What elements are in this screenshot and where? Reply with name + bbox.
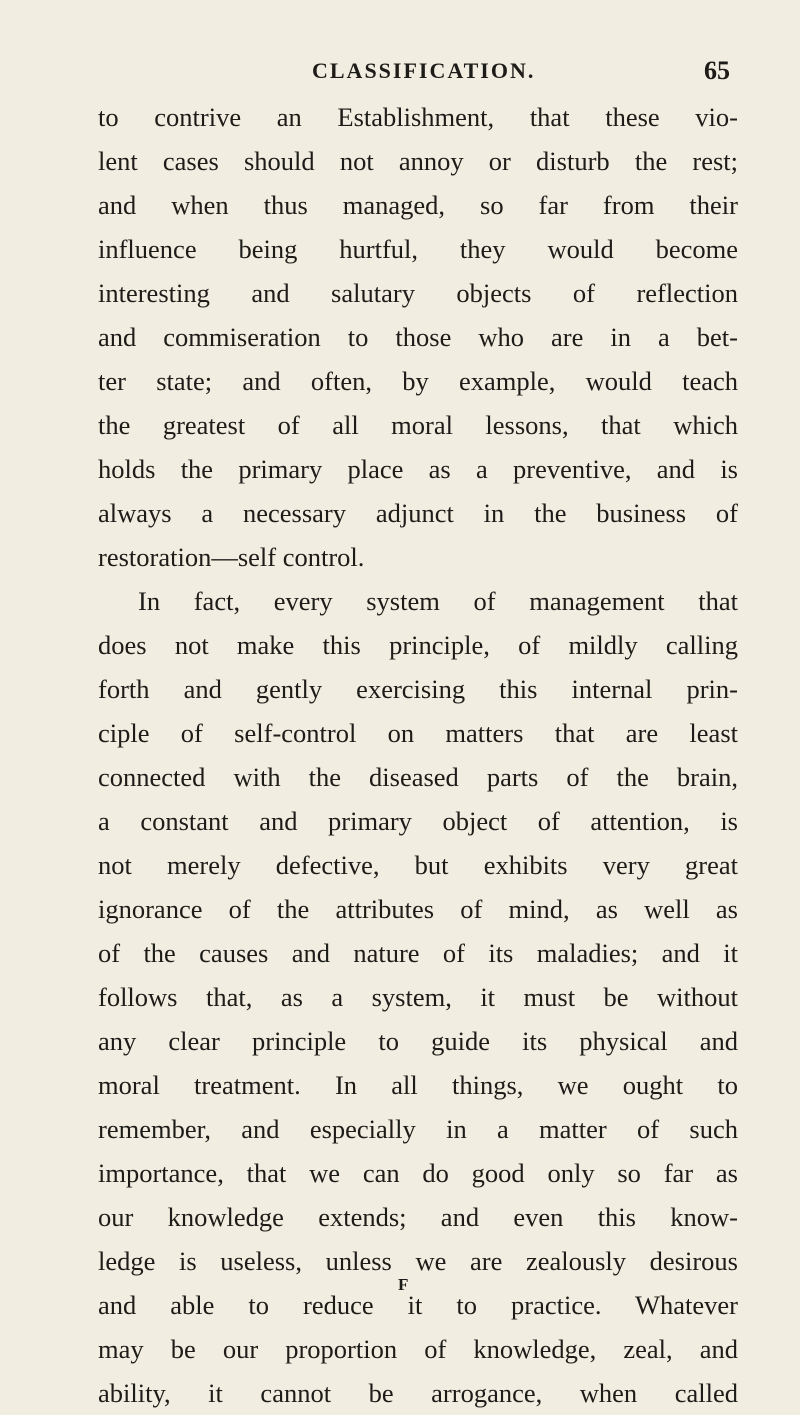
signature-mark: F	[398, 1275, 409, 1294]
text-line: ability, it cannot be arrogance, when called	[98, 1378, 738, 1408]
text-line: holds the primary place as a preventive, and is	[98, 454, 738, 484]
text-line: always a necessary adjunct in the business of	[98, 498, 738, 528]
text-line: importance, that we can do good only so far as	[98, 1158, 738, 1188]
body-text	[98, 95, 738, 1415]
text-line: of the causes and nature of its maladies; and it	[98, 938, 738, 968]
text-line: ciple of self-control on matters that are least	[98, 718, 738, 748]
text-line: ter state; and often, by example, would teach	[98, 366, 738, 396]
paragraph-start-line: In fact, every system of management that	[138, 586, 738, 616]
text-line: to contrive an Establishment, that these vio-	[98, 102, 738, 132]
text-line: our knowledge extends; and even this know-	[98, 1202, 738, 1232]
text-line: may be our proportion of knowledge, zeal, and	[98, 1334, 738, 1364]
text-line: influence being hurtful, they would become	[98, 234, 738, 264]
text-line: and when thus managed, so far from their	[98, 190, 738, 220]
text-line: a constant and primary object of attention, is	[98, 806, 738, 836]
text-line: lent cases should not annoy or disturb the rest;	[98, 146, 738, 176]
text-line: the greatest of all moral lessons, that which	[98, 410, 738, 440]
text-line: ledge is useless, unless we are zealously desirous	[98, 1246, 738, 1276]
running-head: CLASSIFICATION.	[312, 58, 536, 83]
text-line: and commiseration to those who are in a bet-	[98, 322, 738, 352]
text-line: connected with the diseased parts of the brain,	[98, 762, 738, 792]
page-number: 65	[704, 56, 730, 85]
text-line: interesting and salutary objects of reflection	[98, 278, 738, 308]
text-line: does not make this principle, of mildly calling	[98, 630, 738, 660]
paragraph-end-line: restoration—self control.	[98, 542, 365, 572]
text-line: not merely defective, but exhibits very great	[98, 850, 738, 880]
text-line: moral treatment. In all things, we ought to	[98, 1070, 738, 1100]
text-line: remember, and especially in a matter of such	[98, 1114, 738, 1144]
text-line: forth and gently exercising this internal prin-	[98, 674, 738, 704]
text-line: and able to reduce it to practice. Whatever	[98, 1290, 738, 1320]
text-line: any clear principle to guide its physical and	[98, 1026, 738, 1056]
text-line: ignorance of the attributes of mind, as well as	[98, 894, 738, 924]
text-line: follows that, as a system, it must be without	[98, 982, 738, 1012]
